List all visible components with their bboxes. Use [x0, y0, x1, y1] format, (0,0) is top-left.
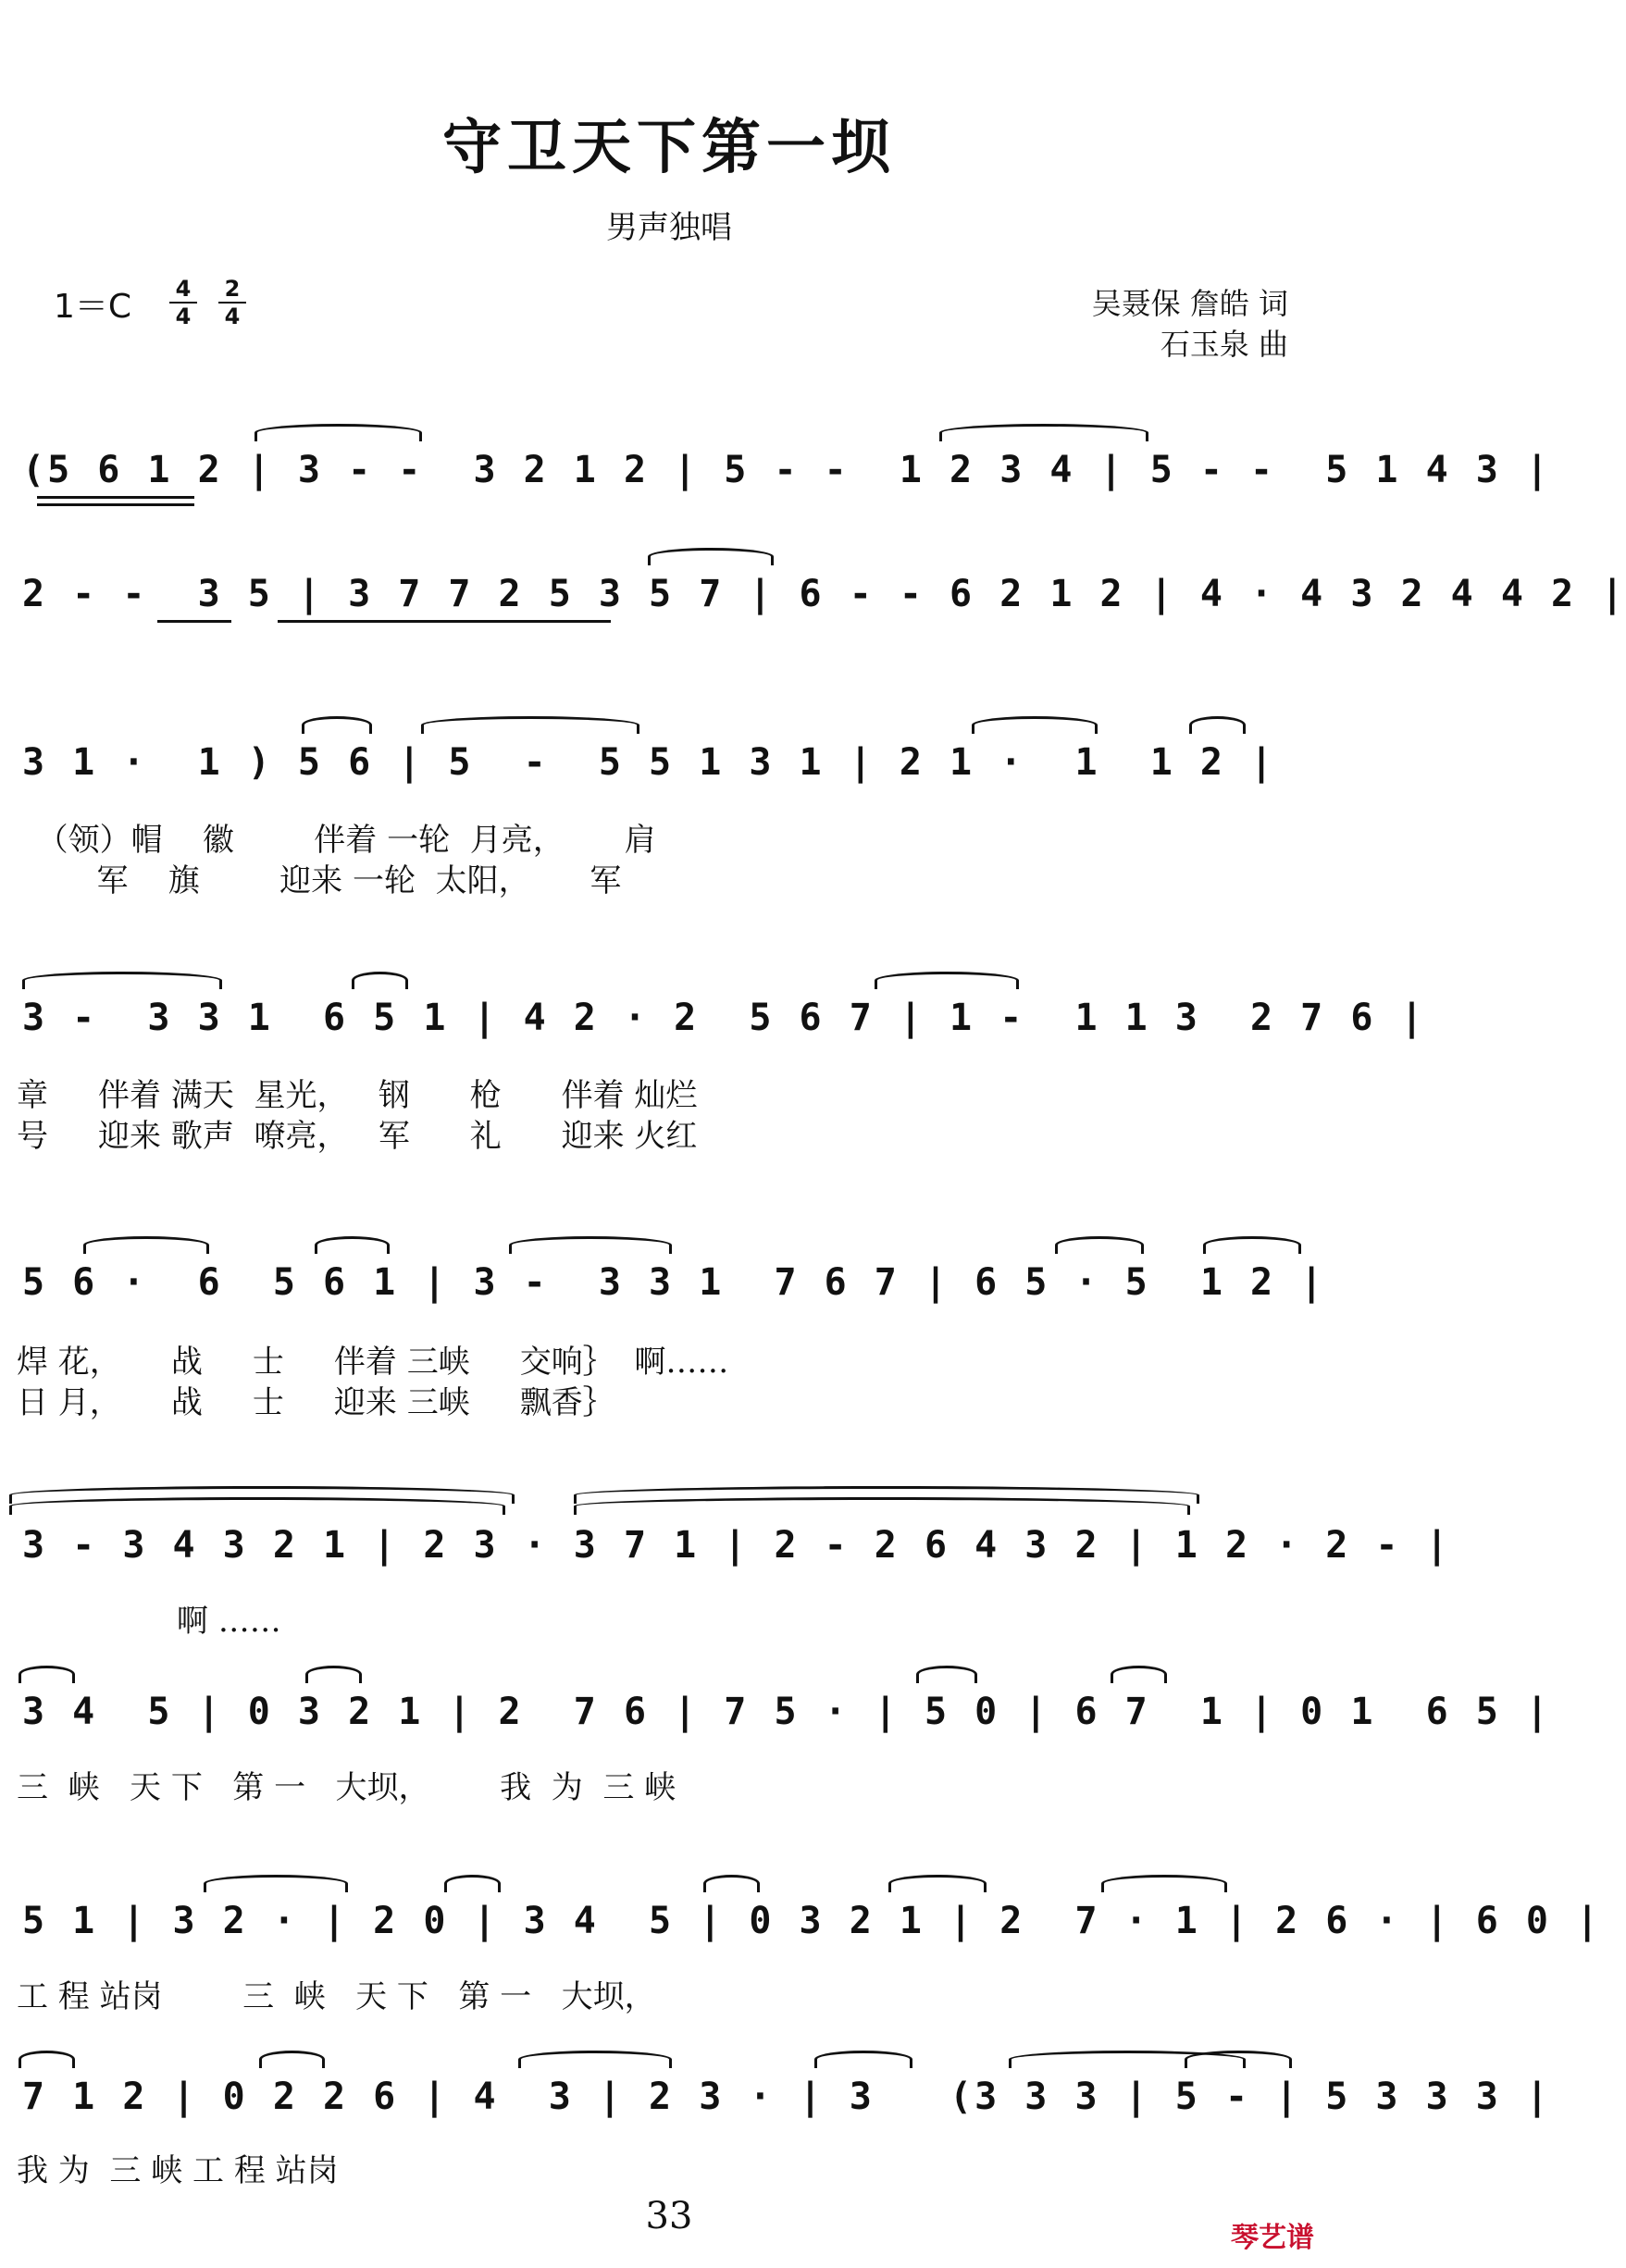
tie-slur	[204, 1875, 348, 1892]
tie-slur	[83, 1236, 209, 1254]
notation-line-9: 7 1 2 | 0 2 2 6 | 4 3 | 2 3 · | 3 (3 3 3 | 5 - | 5 3 3 3 |	[22, 2076, 1552, 2118]
tie-slur	[1189, 716, 1246, 734]
key-signature: 1＝C	[54, 288, 132, 326]
beam-underline	[37, 503, 194, 506]
tie-slur	[1111, 1666, 1167, 1683]
beam-underline	[278, 620, 611, 623]
time-signature-2: 2 4	[218, 278, 246, 328]
tie-slur	[814, 2051, 912, 2068]
song-subtitle: 男声独唱	[606, 209, 732, 246]
composer-credit: 石玉泉 曲	[1160, 327, 1288, 362]
tie-slur	[1055, 1236, 1144, 1254]
tie-slur	[352, 972, 408, 989]
tie-slur	[509, 1236, 672, 1254]
lyric-verse-1: （领）帽 徽 伴着 一轮 月亮， 肩	[17, 822, 656, 859]
notation-line-7: 3 4 5 | 0 3 2 1 | 2 7 6 | 7 5 · | 5 0 | 6 7 1 | 0 1 6 5 |	[22, 1691, 1552, 1733]
tie-slur	[703, 1875, 760, 1892]
tie-slur	[254, 424, 422, 441]
lyric-line: 我 为 三 峡 工 程 站岗	[17, 2152, 339, 2189]
song-title: 守卫天下第一坝	[442, 113, 896, 182]
lyric-line: 啊 ……	[17, 1603, 281, 1640]
tie-slur	[875, 972, 1019, 989]
tie-slur	[22, 972, 222, 989]
notation-line-6: 3 - 3 4 3 2 1 | 2 3 · 3 7 1 | 2 - 2 6 4 3 2 | 1 2 · 2 - |	[22, 1524, 1451, 1567]
tie-slur	[315, 1236, 390, 1254]
time-signature-1: 4 4	[169, 278, 197, 328]
watermark-logo: 琴艺谱	[1231, 2223, 1314, 2253]
tie-slur	[518, 2051, 672, 2068]
lyric-line: 三 峡 天 下 第 一 大坝， 我 为 三 峡	[17, 1769, 676, 1806]
tie-slur	[305, 1666, 362, 1683]
tie-slur	[1185, 2051, 1292, 2068]
tie-slur	[421, 716, 639, 734]
tie-slur	[9, 1497, 505, 1515]
lyric-verse-2: 军 旗 迎来 一轮 太阳， 军	[17, 862, 622, 899]
lyric-line: 工 程 站岗 三 峡 天 下 第 一 大坝，	[17, 1978, 656, 2015]
lyric-verse-2: 号 迎来 歌声 嘹亮， 军 礼 迎来 火红	[17, 1118, 698, 1155]
notation-line-4: 3 - 3 3 1 6 5 1 | 4 2 · 2 5 6 7 | 1 - 1 1 3 2 7 6 |	[22, 997, 1426, 1039]
lyric-verse-1: 焊 花， 战 士 伴着 三峡 交响｝ 啊……	[17, 1344, 729, 1381]
notation-line-3: 3 1 · 1 ) 5 6 | 5 - 5 5 1 3 1 | 2 1 · 1 1 2 |	[22, 741, 1276, 784]
tie-slur	[259, 2051, 325, 2068]
notation-line-5: 5 6 · 6 5 6 1 | 3 - 3 3 1 7 6 7 | 6 5 · 5 1 2 |	[22, 1261, 1326, 1304]
tie-slur	[302, 716, 372, 734]
tie-slur	[1203, 1236, 1301, 1254]
page-number: 33	[645, 2195, 693, 2237]
tie-slur	[19, 2051, 75, 2068]
tie-slur	[444, 1875, 501, 1892]
notation-line-1: (5 6 1 2 | 3 - - 3 2 1 2 | 5 - - 1 2 3 4 | 5 - - 5 1 4 3 |	[22, 449, 1552, 491]
lyric-verse-2: 日 月， 战 士 迎来 三峡 飘香｝	[17, 1384, 614, 1421]
tie-slur	[916, 1666, 977, 1683]
beam-underline	[157, 620, 231, 623]
tie-slur	[972, 716, 1098, 734]
lyricist-credit: 吴聂保 詹皓 词	[1091, 286, 1288, 321]
tie-slur	[19, 1666, 75, 1683]
lyric-verse-1: 章 伴着 满天 星光， 钢 枪 伴着 灿烂	[17, 1077, 698, 1114]
notation-line-8: 5 1 | 3 2 · | 2 0 | 3 4 5 | 0 3 2 1 | 2 7 · 1 | 2 6 · | 6 0 |	[22, 1900, 1602, 1942]
beam-underline	[37, 496, 194, 499]
tie-slur	[1101, 1875, 1227, 1892]
tie-slur	[888, 1875, 987, 1892]
tie-slur	[648, 548, 774, 565]
notation-line-2: 2 - - 3 5 | 3 7 7 2 5 3 5 7 | 6 - - 6 2 1 2 | 4 · 4 3 2 4 4 2 |	[22, 573, 1626, 615]
tie-slur	[939, 424, 1148, 441]
tie-slur	[574, 1497, 1190, 1515]
